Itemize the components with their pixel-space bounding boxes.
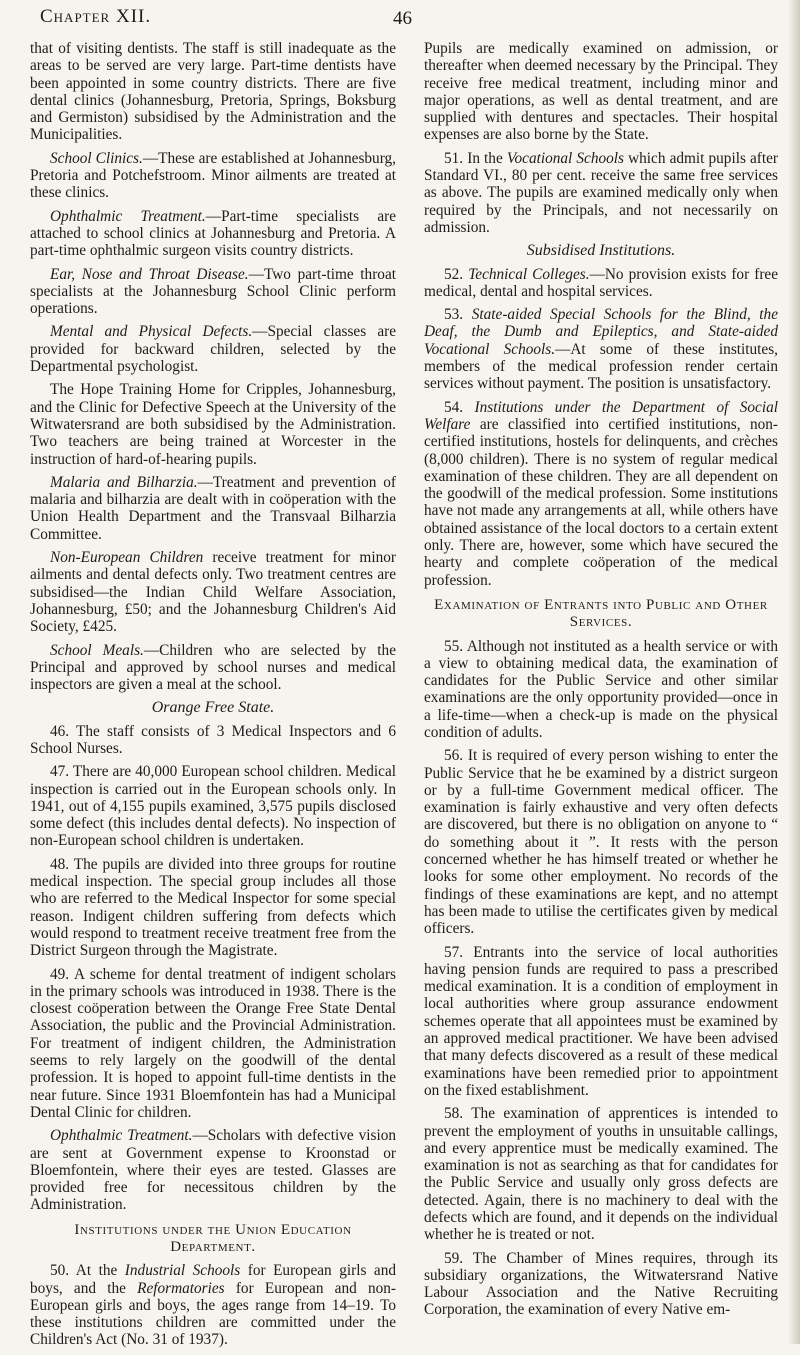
- paragraph-47: 47. There are 40,000 European school children. Medical inspection is carried out in the European schools only. In 1941, out of 4,155 pupils examined, 3,575 pupils disclosed some defect (this includes dental defects). No inspection of non-European school children is undertaken.: [30, 763, 396, 850]
- paragraph-emphasis: State-aided Special Schools for the Blind, the Deaf, the Dumb and Epileptics, and State-aided Vocational Schools.: [424, 306, 778, 358]
- paragraph: [30, 474, 396, 543]
- paragraph: Pupils are medically examined on admission, or thereafter when deemed necessary by the Principal. They receive free medical treatment, including minor and major operations, as well as dental treatment, and are supplied with dentures and spectacles. Their hospital expenses are also borne by the State.: [424, 40, 778, 144]
- paragraph-56: 56. It is required of every person wishing to enter the Public Service that he be examined by a district surgeon or by a full-time Government medical officer. The examination is fairly exhaustive and very often defects are discovered, but there is no obligation on anyone to “ do something about it ”. It rests with the person concerned whether he has himself treated or whether he looks for some other employment. No records of the findings of these examinations are kept, and no attempt has been made to utilise the certificates given by medical officers.: [424, 747, 778, 938]
- paragraph-body: —Treatment and prevention of malaria and bilharzia are dealt with in coöperation with the Union Health Department and the Transvaal Bilharzia Committee.: [30, 473, 396, 543]
- paragraph-emphasis: Technical Colleges.: [468, 265, 590, 283]
- right-column: [424, 40, 778, 1325]
- paragraph-lead: Ophthalmic Treatment.: [50, 207, 206, 225]
- paragraph-body: —Two part-time throat specialists at the Johannesburg School Clinic perform operations.: [30, 265, 396, 318]
- paragraph-body: —At some of these institutes, members of the medical profession render certain services without payment. The position is unsatisfactory.: [424, 340, 778, 393]
- paragraph-48: 48. The pupils are divided into three groups for routine medical inspection. The special group includes all those who are referred to the Medical Inspector for some special reason. Indigent children suffering from defects which would respond to treatment receive treatment free from the District Surgeon through the Magistrate.: [30, 855, 396, 960]
- paragraph-body: for European and non-European girls and boys, the ages range from 14–19. To these institutions children are committed under the Children's Act (No. 31 of 1937).: [30, 1279, 396, 1349]
- paragraph-emphasis: Institutions under the Department of Social Welfare: [424, 398, 778, 433]
- paragraph-body: —These are established at Johannesburg, Pretoria and Potchefstroom. Minor ailments are treated at these clinics.: [30, 149, 396, 202]
- paragraph: [30, 150, 396, 202]
- section-heading-examination: Examination of Entrants into Public and Other Services.: [434, 596, 768, 631]
- paragraph-lead: School Meals.: [50, 641, 144, 659]
- paragraph-58: 58. The examination of apprentices is intended to prevent the employment of youths in unsuitable callings, and every apprentice must be medically examined. The examination is not as searching as that for candidates for the Public Service and usually only gross defects are detected. Again, there is no machinery to deal with the defects which are found, and it depends on the individual whether he is treated or not.: [424, 1105, 778, 1244]
- paragraph: The Hope Training Home for Cripples, Johannesburg, and the Clinic for Defective Speech at the University of the Witwatersrand are both subsidised by the Administration. Two teachers are being trained at Worcester in the instruction of hard-of-hearing pupils.: [30, 381, 396, 468]
- paragraph-lead: Ophthalmic Treatment.: [50, 1127, 193, 1145]
- paragraph-emphasis: Industrial Schools: [124, 1262, 241, 1280]
- page-edge-shadow: [788, 0, 800, 1344]
- paragraph: [30, 323, 396, 375]
- paragraph-59: 59. The Chamber of Mines requires, through its subsidiary organizations, the Witwatersrand Native Labour Association and the Native Recruiting Corporation, the examination of every Native em-: [424, 1249, 778, 1319]
- paragraph-body: receive treatment for minor ailments and dental defects only. Two treatment centres are subsidised—the Indian Child Welfare Association, Johannesburg, £50; and the Johannesburg Children's Aid Society, £425.: [30, 549, 396, 636]
- paragraph-49: 49. A scheme for dental treatment of indigent scholars in the primary schools was introduced in 1938. There is the closest coöperation between the Orange Free State Dental Association, the public and the Provincial Administration. For treatment of indigent children, the Administration seems to rely largely on the goodwill of the dental profession. It is hoped to appoint full-time dentists in the near future. Since 1931 Bloemfontein has had a Municipal Dental Clinic for children.: [30, 965, 396, 1121]
- paragraph-lead: Malaria and Bilharzia.: [50, 473, 198, 491]
- paragraph-55: 55. Although not instituted as a health service or with a view to obtaining medical data, the examination of candidates for the Public Service and other similar examinations are the only opportunity provided—once in a life-time—when a check-up is made on the physical condition of adults.: [424, 637, 778, 741]
- paragraph: [30, 1127, 396, 1213]
- paragraph-body: —Scholars with defective vision are sent at Government expense to Kroonstad or Bloemfontein, where their eyes are tested. Glasses are provided free for necessitous children by the Administration.: [30, 1127, 396, 1214]
- section-heading-subsidised: Subsidised Institutions.: [526, 242, 676, 260]
- paragraph-lead: 53.: [444, 306, 472, 324]
- paragraph-lead: 50. At the: [50, 1262, 125, 1280]
- page-number: 46: [393, 8, 412, 29]
- paragraph: [30, 549, 396, 635]
- paragraph-lead: 52.: [444, 265, 469, 283]
- paragraph-body: are classified into certified institutions, non-certified institutions, hostels for delinquents, and crèches (8,000 children). There is no system of regular medical examination of these children. They are all dependent on the goodwill of the medical profession. Some institutions have not made any arrangements at all, while others have obtained assistance of the local doctors to a certain extent only. There are, however, some which have secured the hearty and complete coöperation of the medical profession.: [424, 415, 778, 589]
- paragraph-lead: 54.: [444, 398, 475, 416]
- paragraph: [30, 642, 396, 694]
- paragraph-body: —Children who are selected by the Principal and approved by school nurses and medical inspectors are given a meal at the school.: [30, 641, 396, 694]
- paragraph-46: 46. The staff consists of 3 Medical Inspectors and 6 School Nurses.: [30, 722, 396, 757]
- paragraph-lead: School Clinics.: [50, 149, 143, 167]
- paragraph: [30, 266, 396, 318]
- paragraph: [30, 208, 396, 260]
- paragraph-emphasis: Vocational Schools: [506, 149, 624, 167]
- section-heading-union-institutions: Institutions under the Union Education Department.: [74, 1221, 352, 1255]
- paragraph-body: which admit pupils after Standard VI., 80 per cent. receive the same free services as above. The pupils are examined medically only when required by the Principals, and not necessarily on admission.: [424, 149, 779, 236]
- paragraph-53: [424, 306, 778, 392]
- paragraph-body: for European girls and boys, and the: [30, 1262, 396, 1297]
- paragraph-50: [30, 1262, 396, 1348]
- section-heading-orange-free-state: Orange Free State.: [151, 699, 275, 717]
- paragraph-body: —Part-time specialists are attached to school clinics at Johannesburg and Pretoria. A part-time ophthalmic surgeon visits country districts.: [30, 207, 396, 260]
- paragraph-57: 57. Entrants into the service of local authorities having pension funds are required to pass a prescribed medical examination. It is a condition of employment in local authorities where group assurance endowment schemes operate that all appointees must be examined by an approved medical practitioner. We have been advised that many defects discovered as a result of these medical examinations have been remedied prior to appointment on the fixed establishment.: [424, 943, 778, 1099]
- paragraph-lead: Non-European Children: [50, 549, 204, 567]
- paragraph-body: —No provision exists for free medical, dental and hospital services.: [424, 265, 778, 300]
- paragraph: that of visiting dentists. The staff is still inadequate as the areas to be served are very large. Part-time dentists have been appointed in some country districts. There are five dental clinics (Johannesburg, Pretoria, Springs, Boksburg and Germiston) subsidised by the Administration and the Municipalities.: [30, 40, 396, 144]
- paragraph-lead: 51. In the: [444, 149, 507, 167]
- paragraph-body: —Special classes are provided for backward children, selected by the Departmental psychologist.: [30, 323, 396, 376]
- paragraph-51: [424, 150, 778, 236]
- paragraph-54: [424, 399, 778, 589]
- paragraph-lead: Ear, Nose and Throat Disease.: [50, 265, 249, 283]
- paragraph-52: [424, 266, 778, 301]
- paragraph-lead: Mental and Physical Defects.: [50, 323, 253, 341]
- paragraph-emphasis: Reformatories: [137, 1279, 225, 1297]
- running-head-chapter: Chapter XII.: [40, 6, 152, 27]
- left-column: [30, 40, 396, 1355]
